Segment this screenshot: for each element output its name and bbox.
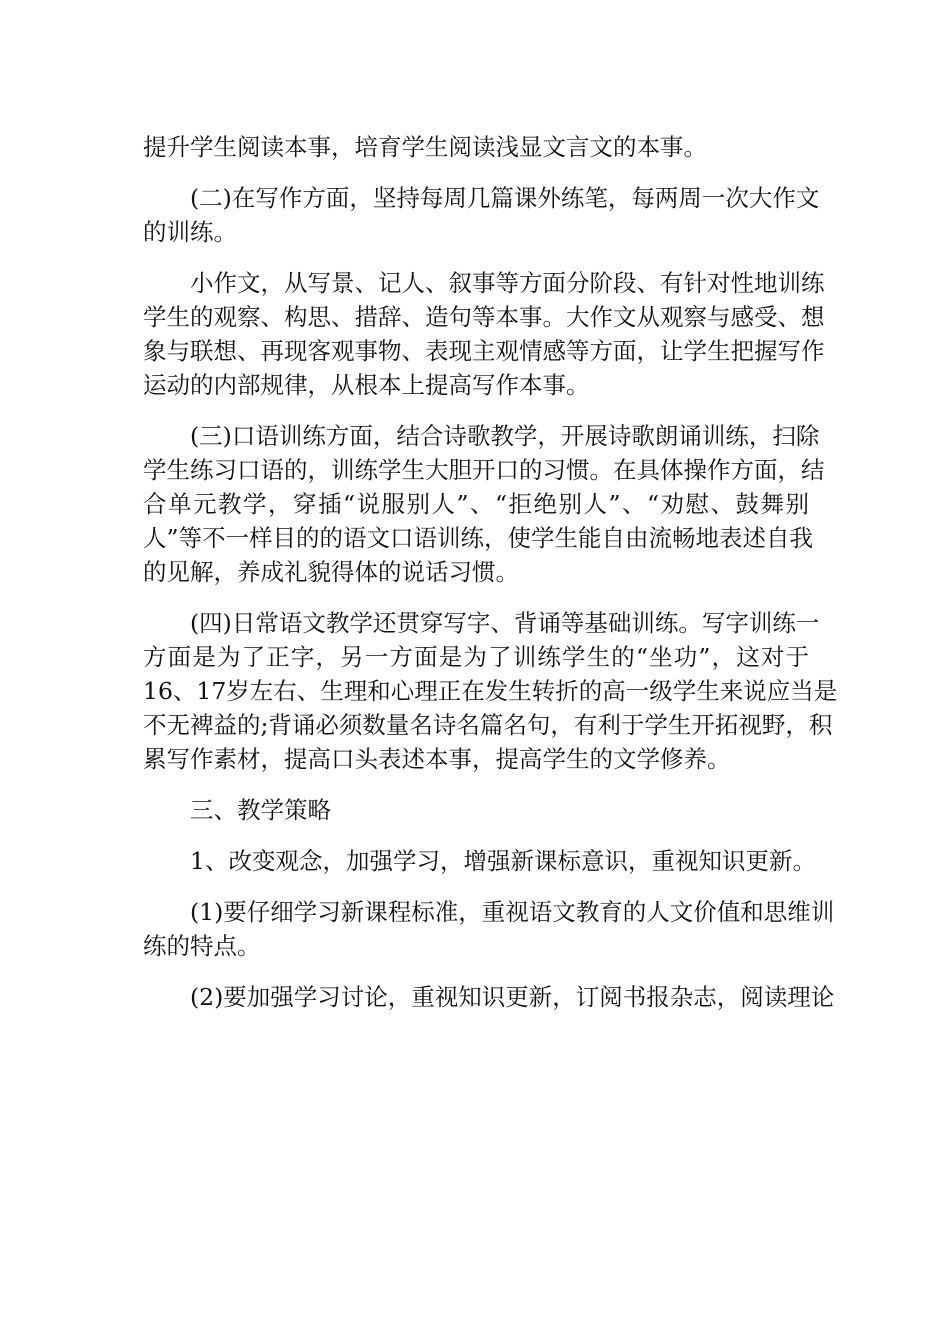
paragraph <box>143 606 838 776</box>
text-line: 练的特点。 <box>143 932 261 960</box>
text-line: 运动的内部规律，从根本上提高写作本事。 <box>143 371 590 399</box>
text-line: (2)要加强学习讨论，重视知识更新，订阅书报杂志，阅读理论 <box>190 983 835 1011</box>
text-line: 三、教学策略 <box>190 796 331 824</box>
paragraph <box>143 419 825 589</box>
text-line: 16、17岁左右、生理和心理正在发生转折的高一级学生来说应当是 <box>143 677 838 705</box>
text-line: (三)口语训练方面，结合诗歌教学，开展诗歌朗诵训练，扫除 <box>190 422 820 450</box>
text-line: 人”等不一样目的的语文口语训练，使学生能自由流畅地表述自我 <box>143 524 814 552</box>
paragraph <box>143 980 835 1014</box>
text-line: 合单元教学，穿插“说服别人”、“拒绝别人”、“劝慰、鼓舞别 <box>143 490 809 518</box>
text-line: 小作文，从写景、记人、叙事等方面分阶段、有针对性地训练 <box>190 269 825 297</box>
text-line: (四)日常语文教学还贯穿写字、背诵等基础训练。写字训练一 <box>190 609 820 637</box>
text-line: 象与联想、再现客观事物、表现主观情感等方面，让学生把握写作 <box>143 337 825 365</box>
text-line: 1、改变观念，加强学习，增强新课标意识，重视知识更新。 <box>190 847 816 875</box>
text-line: 学生的观察、构思、措辞、造句等本事。大作文从观察与感受、想 <box>143 303 825 331</box>
text-line: 不无裨益的;背诵必须数量名诗名篇名句，有利于学生开拓视野，积 <box>143 711 833 739</box>
document-body <box>143 130 838 1031</box>
text-line: 累写作素材，提高口头表述本事，提高学生的文学修养。 <box>143 745 731 773</box>
paragraph <box>143 895 835 963</box>
text-line: 的训练。 <box>143 218 237 246</box>
paragraph <box>143 266 825 402</box>
text-line: 方面是为了正字，另一方面是为了训练学生的“坐功”，这对于 <box>143 643 809 671</box>
text-line: 提升学生阅读本事，培育学生阅读浅显文言文的本事。 <box>143 133 707 161</box>
paragraph <box>143 844 816 878</box>
paragraph <box>143 181 820 249</box>
paragraph <box>143 130 809 164</box>
text-line: (1)要仔细学习新课程标准，重视语文教育的人文价值和思维训 <box>190 898 835 926</box>
text-line: 学生练习口语的，训练学生大胆开口的习惯。在具体操作方面，结 <box>143 456 825 484</box>
text-line: (二)在写作方面，坚持每周几篇课外练笔，每两周一次大作文 <box>190 184 820 212</box>
paragraph <box>143 793 809 827</box>
text-line: 的见解，养成礼貌得体的说话习惯。 <box>143 558 519 586</box>
